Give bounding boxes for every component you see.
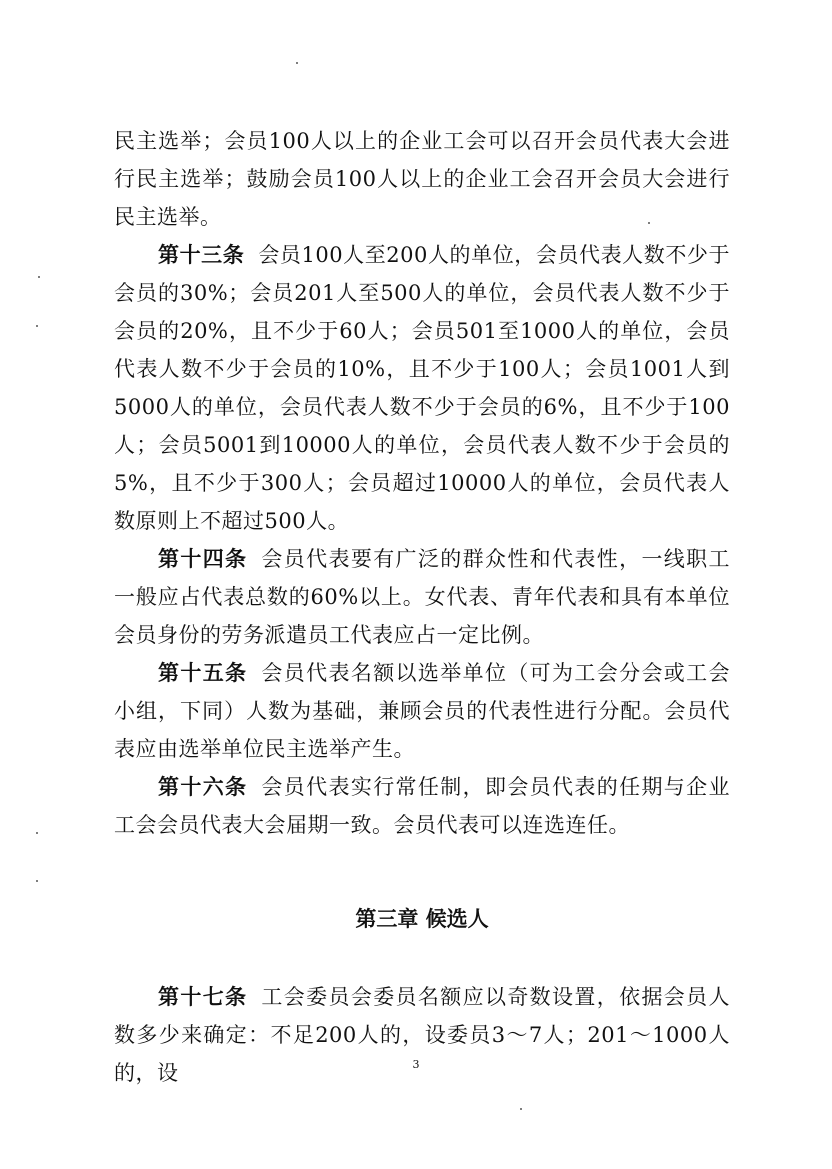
body-text-bottom bbox=[114, 978, 730, 1092]
scan-speck bbox=[520, 1108, 522, 1110]
scan-speck bbox=[36, 880, 38, 882]
scan-speck bbox=[36, 325, 38, 327]
article-13-text: 会员100人至200人的单位，会员代表人数不少于会员的30%；会员201人至500人的单位，会员代表人数不少于会员的20%，且不少于60人；会员501至1000人的单位，会员代表人数不少于会员的10%，且不少于100人；会员1001人到5000人的单位，会员代表人数不少于会员的6%，且不少于100人；会员5001到10000人的单位，会员代表人数不少于会员的5%，且不少于300人；会员超过10000人的单位，会员代表人数原则上不超过500人。 bbox=[114, 243, 731, 533]
article-14-label: 第十四条 bbox=[158, 546, 248, 571]
body-text-top bbox=[114, 122, 730, 844]
article-17 bbox=[114, 978, 730, 1092]
paragraph-continuation bbox=[114, 122, 730, 236]
article-13-label: 第十三条 bbox=[158, 242, 245, 267]
article-13 bbox=[114, 236, 730, 540]
page-number: 3 bbox=[412, 1058, 420, 1071]
article-17-label: 第十七条 bbox=[158, 984, 248, 1009]
paragraph-text: 民主选举；会员100人以上的企业工会可以召开会员代表大会进行民主选举；鼓励会员100人以上的企业工会召开会员大会进行民主选举。 bbox=[114, 129, 730, 229]
article-14-text: 会员代表要有广泛的群众性和代表性，一线职工一般应占代表总数的60%以上。女代表、青年代表和具有本单位会员身份的劳务派遣员工代表应占一定比例。 bbox=[114, 547, 731, 647]
scan-speck bbox=[36, 832, 38, 834]
article-16 bbox=[114, 768, 730, 844]
article-15-label: 第十五条 bbox=[158, 660, 248, 685]
scan-speck bbox=[296, 62, 298, 64]
article-16-text: 会员代表实行常任制，即会员代表的任期与企业工会会员代表大会届期一致。会员代表可以连选连任。 bbox=[114, 775, 731, 837]
article-15-text: 会员代表名额以选举单位（可为工会分会或工会小组，下同）人数为基础，兼顾会员的代表性进行分配。会员代表应由选举单位民主选举产生。 bbox=[114, 661, 731, 761]
scan-speck bbox=[38, 276, 40, 278]
article-15 bbox=[114, 654, 730, 768]
scan-speck bbox=[648, 222, 650, 224]
article-17-text: 工会委员会委员名额应以奇数设置，依据会员人数多少来确定：不足200人的，设委员3～7人；201～1000人的，设 bbox=[114, 985, 731, 1085]
article-16-label: 第十六条 bbox=[158, 774, 248, 799]
chapter-title: 第三章 候选人 bbox=[355, 906, 489, 931]
article-14 bbox=[114, 540, 730, 654]
